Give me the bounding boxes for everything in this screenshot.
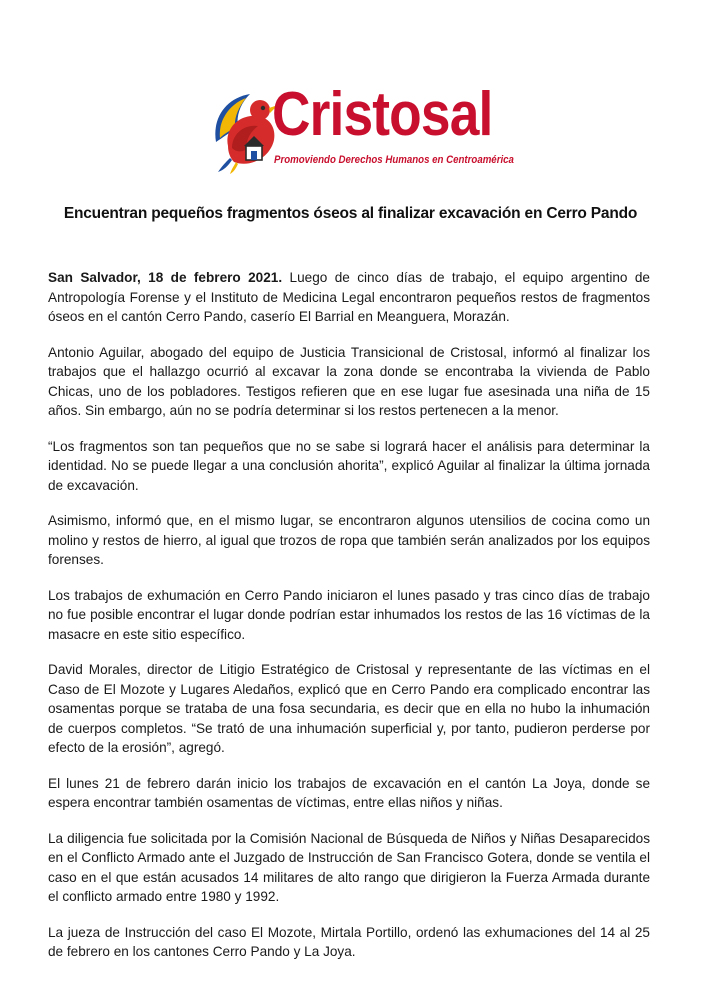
cristosal-logo xyxy=(210,80,514,180)
paragraph-1 xyxy=(48,268,650,327)
logo-tagline: Promoviendo Derechos Humanos en Centroamérica xyxy=(274,154,514,166)
logo-wordmark xyxy=(272,80,492,150)
bird-house-logo-icon xyxy=(210,88,280,174)
paragraph-6: David Morales, director de Litigio Estratégico de Cristosal y representante de las víctimas en el Caso de El Mozote y Lugares Aledaños, explicó que en Cerro Pando era complicado encontrar las osamentas porque se trataba de una fosa secundaria, es decir que en ella no hubo la inhumación de cuerpos completos. “Se trató de una inhumación superficial y, por tanto, pudieron perderse por efecto de la erosión”, agregó. xyxy=(48,662,650,755)
document-title: Encuentran pequeños fragmentos óseos al finalizar excavación en Cerro Pando xyxy=(63,205,638,222)
logo-wordmark-rest: ristosal xyxy=(309,80,493,149)
paragraph-3: “Los fragmentos son tan pequeños que no se sabe si logrará hacer el análisis para determinar la identidad. No se puede llegar a una conclusión ahorita”, explicó Aguilar al finalizar la última jornada de excavación. xyxy=(48,438,650,493)
logo-wordmark-initial: C xyxy=(272,80,310,149)
paragraph-8: La diligencia fue solicitada por la Comisión Nacional de Búsqueda de Niños y Niñas Desaparecidos en el Conflicto Armado ante el Juzgado de Instrucción de San Francisco Gotera, donde se ventila el caso en el que están acusados 14 militares de alto rango que dirigieron la Fuerza Armada durante el conflicto armado entre 1980 y 1992. xyxy=(48,830,650,904)
paragraph-2: Antonio Aguilar, abogado del equipo de Justicia Transicional de Cristosal, informó al finalizar los trabajos que el hallazgo ocurrió al excavar la zona donde se encontraba la vivienda de Pablo Chicas, uno de los pobladores. Testigos refieren que en ese lugar fue asesinada una niña de 15 años. Sin embargo, aún no se podría determinar si los restos pertenecen a la menor. xyxy=(48,344,650,418)
dateline: San Salvador, 18 de febrero 2021. xyxy=(48,270,283,285)
paragraph-9: La jueza de Instrucción del caso El Mozote, Mirtala Portillo, ordenó las exhumaciones del 14 al 25 de febrero en los cantones Cerro Pando y La Joya. xyxy=(48,924,650,959)
document-body xyxy=(48,268,650,978)
paragraph-1-text: Luego de cinco días de trabajo, el equipo argentino de Antropología Forense y el Instituto de Medicina Legal encontraron pequeños restos de fragmentos óseos en el cantón Cerro Pando, caserío El Barrial en Meanguera, Morazán. xyxy=(48,270,650,324)
paragraph-5: Los trabajos de exhumación en Cerro Pando iniciaron el lunes pasado y tras cinco días de trabajo no fue posible encontrar el lugar donde podrían estar inhumados los restos de las 16 víctimas de la masacre en este sitio específico. xyxy=(48,587,650,642)
paragraph-4: Asimismo, informó que, en el mismo lugar, se encontraron algunos utensilios de cocina como un molino y restos de hierro, al igual que trozos de ropa que también serán analizados por los equipos forenses. xyxy=(48,513,650,567)
paragraph-7: El lunes 21 de febrero darán inicio los trabajos de excavación en el cantón La Joya, donde se espera encontrar también osamentas de víctimas, entre ellas niños y niñas. xyxy=(48,775,650,810)
